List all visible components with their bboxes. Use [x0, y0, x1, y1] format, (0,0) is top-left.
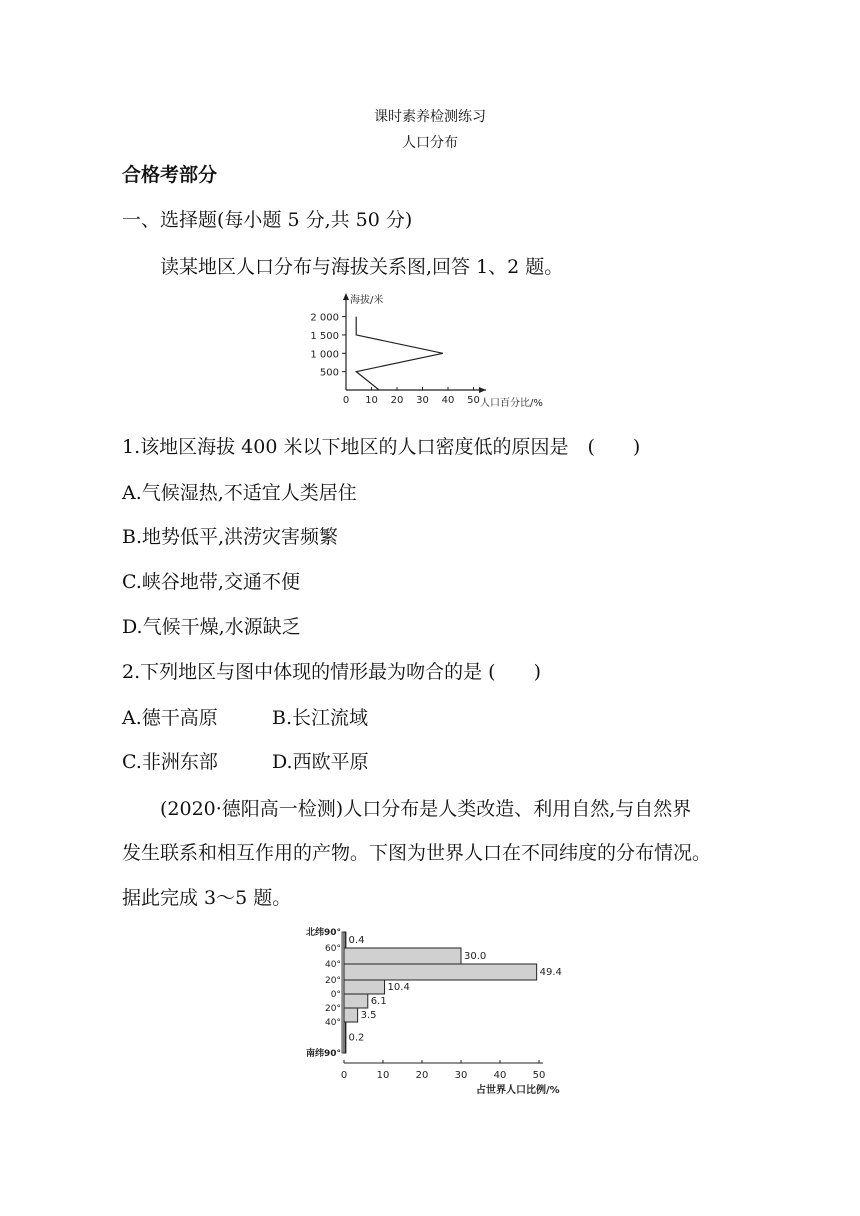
x-tick-label: 40: [441, 395, 455, 406]
altitude-population-chart: [290, 290, 570, 415]
question-1-option-d: D.气候干燥,水源缺乏: [122, 616, 301, 638]
intro-text-1: 读某地区人口分布与海拔关系图,回答 1、2 题。: [160, 256, 564, 278]
bar-value-label: 30.0: [464, 951, 487, 962]
x-axis-label: 人口百分比/%: [480, 398, 543, 409]
population-bar: [344, 1022, 346, 1053]
x-axis-label: 占世界人口比例/%: [476, 1085, 560, 1095]
question-1-option-c: C.峡谷地带,交通不便: [122, 571, 300, 593]
x-tick-label: 0: [340, 1070, 348, 1081]
population-bar: [344, 964, 537, 980]
bar-value-label: 6.1: [370, 996, 387, 1007]
latitude-label: 南纬90°: [305, 1049, 341, 1059]
x-tick-label: 30: [416, 395, 429, 406]
x-tick-label: 0: [342, 395, 350, 406]
bar-value-label: 10.4: [387, 982, 410, 993]
chart1-group: [310, 293, 543, 409]
question-1-option-b: B.地势低平,洪涝灾害频繁: [122, 526, 339, 548]
bar-value-label: 3.5: [360, 1010, 377, 1021]
x-tick-label: 30: [454, 1070, 468, 1081]
bar-value-label: 0.4: [348, 935, 365, 946]
population-bar: [344, 980, 385, 994]
intro-text-2-line-2: 发生联系和相互作用的产物。下图为世界人口在不同纬度的分布情况。: [122, 842, 712, 864]
question-2-option-b: B.长江流域: [272, 707, 369, 729]
population-bar: [344, 948, 461, 964]
x-tick-label: 10: [365, 395, 378, 406]
latitude-label: 60°: [325, 944, 341, 954]
latitude-label: 20°: [325, 1004, 341, 1014]
part-title: 一、选择题(每小题 5 分,共 50 分): [122, 209, 413, 231]
x-tick-label: 20: [390, 395, 404, 406]
bar-value-label: 0.2: [348, 1032, 365, 1044]
chart2-group: [306, 926, 562, 1095]
intro-text-2-line-1: (2020·德阳高一检测)人口分布是人类改造、利用自然,与自然界: [160, 798, 692, 820]
question-2-stem: 2.下列地区与图中体现的情形最为吻合的是 ( ): [122, 661, 541, 683]
y-axis-label: 海拔/米: [350, 295, 384, 306]
x-axis-arrow-icon: [479, 387, 486, 393]
latitude-label: 40°: [325, 1018, 341, 1028]
latitude-label: 20°: [325, 976, 341, 986]
y-axis-arrow-icon: [343, 293, 349, 300]
latitude-population-chart: [290, 920, 600, 1095]
question-2-option-c: C.非洲东部: [122, 751, 218, 773]
y-tick-label: 500: [319, 367, 339, 379]
section-title: 合格考部分: [122, 164, 218, 186]
worksheet-title: 课时素养检测练习: [374, 109, 486, 125]
x-tick-label: 20: [415, 1070, 429, 1081]
question-1-option-a: A.气候湿热,不适宜人类居住: [122, 482, 357, 504]
population-line: [356, 317, 443, 390]
latitude-label: 40°: [325, 960, 341, 970]
question-2-option-a: A.德干高原: [122, 707, 218, 729]
y-tick-label: 1 500: [310, 330, 339, 342]
x-tick-label: 50: [532, 1070, 546, 1081]
x-tick-label: 40: [493, 1070, 507, 1081]
population-bar: [344, 932, 346, 948]
intro-text-2-line-3: 据此完成 3～5 题。: [122, 887, 292, 909]
y-tick-label: 1 000: [310, 349, 339, 361]
latitude-label: 0°: [330, 990, 341, 1000]
population-bar: [344, 1008, 358, 1022]
question-1-stem: 1.该地区海拔 400 米以下地区的人口密度低的原因是 ( ): [122, 436, 641, 458]
x-tick-label: 10: [376, 1070, 390, 1081]
x-tick-label: 50: [467, 395, 480, 406]
question-2-option-d: D.西欧平原: [272, 751, 369, 773]
worksheet-subtitle: 人口分布: [402, 135, 458, 151]
latitude-label: 北纬90°: [305, 928, 341, 938]
population-bar: [344, 994, 368, 1008]
bar-value-label: 49.4: [539, 967, 562, 978]
y-tick-label: 2 000: [310, 312, 339, 324]
